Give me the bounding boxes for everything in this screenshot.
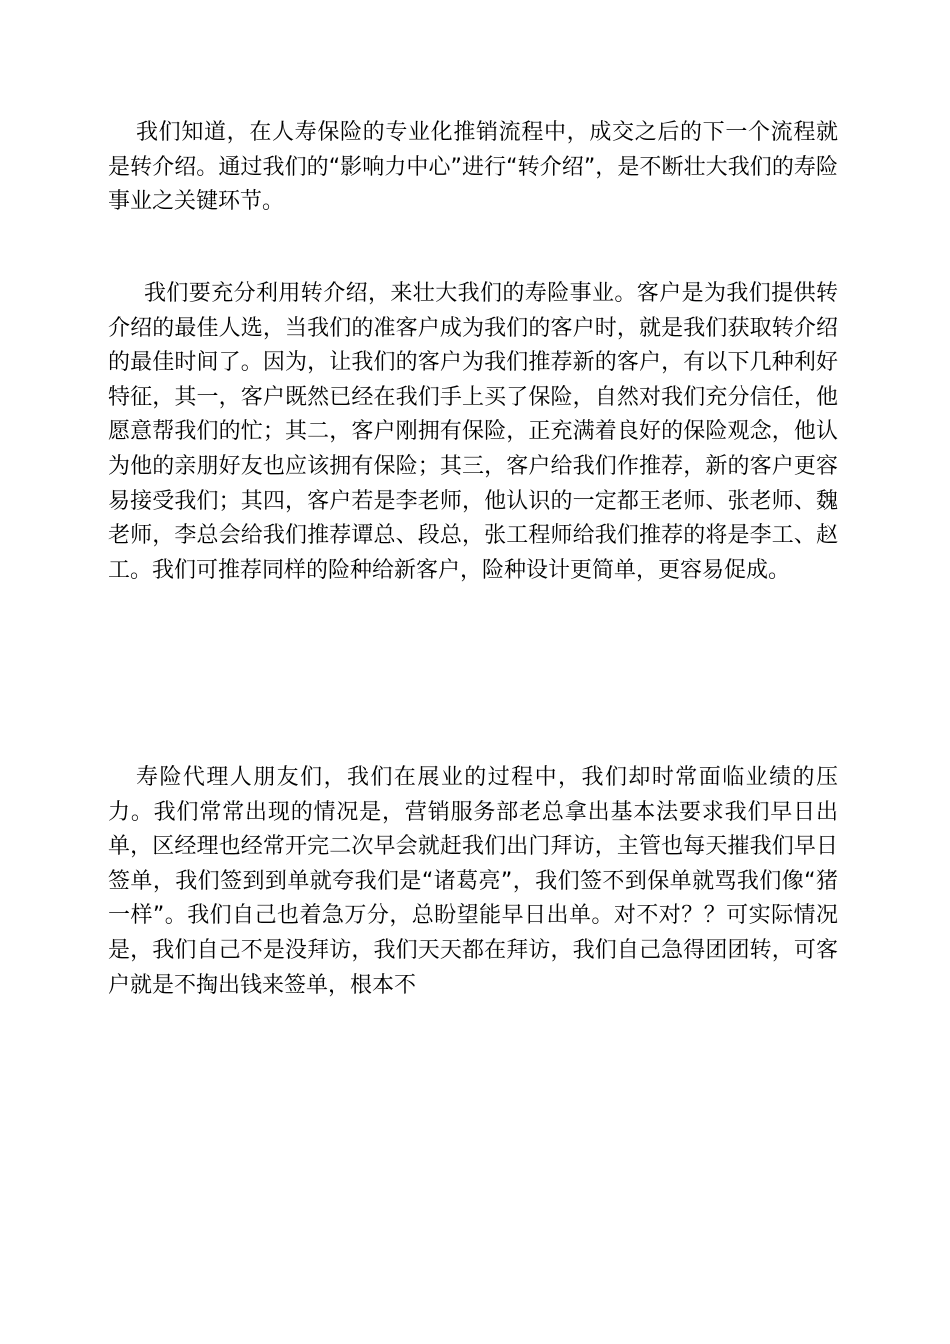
- paragraph-referral-intro: 我们知道，在人寿保险的专业化推销流程中，成交之后的下一个流程就是转介绍。通过我们的“影响力中心”进行“转介绍”，是不断壮大我们的寿险事业之关键环节。: [108, 120, 838, 215]
- paragraph-referral-benefits: 我们要充分利用转介绍，来壮大我们的寿险事业。客户是为我们提供转介绍的最佳人选，当我们的准客户成为我们的客户时，就是我们获取转介绍的最佳时间了。因为，让我们的客户为我们推荐新的客户，有以下几种利好特征，其一，客户既然已经在我们手上买了保险，自然对我们充分信任，他愿意帮我们的忙；其二，客户刚拥有保险，正充满着良好的保险观念，他认为他的亲朋好友也应该拥有保险；其三，客户给我们作推荐，新的客户更容易接受我们；其四，客户若是李老师，他认识的一定都王老师、张老师、魏老师，李总会给我们推荐谭总、段总，张工程师给我们推荐的将是李工、赵工。我们可推荐同样的险种给新客户，险种设计更简单，更容易促成。: [108, 281, 838, 583]
- paragraph-sales-pressure: 寿险代理人朋友们，我们在展业的过程中，我们却时常面临业绩的压力。我们常常出现的情况是，营销服务部老总拿出基本法要求我们早日出单，区经理也经常开完二次早会就赶我们出门拜访，主管也每天摧我们早日签单，我们签到到单就夸我们是“诸葛亮”，我们签不到保单就骂我们像“猪一样”。我们自己也着急万分，总盼望能早日出单。对不对？？可实际情况是，我们自己不是没拜访，我们天天都在拜访，我们自己急得团团转，可客户就是不掏出钱来签单，根本不: [108, 765, 838, 998]
